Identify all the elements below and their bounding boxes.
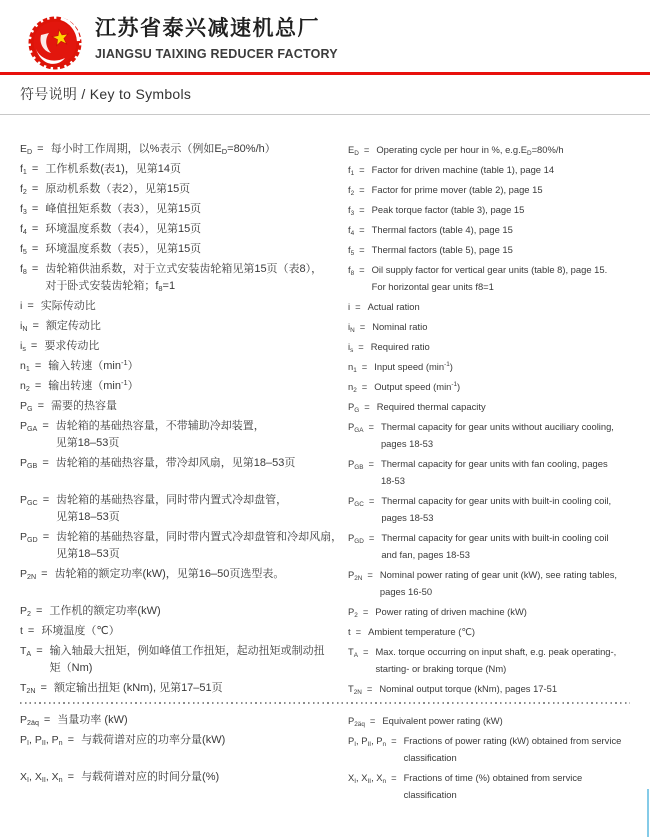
symbol-description-zh: 每小时工作周期，以%表示（例如$E_D=80\%/h$） <box>50 143 276 156</box>
symbol-entry-zh <box>20 261 338 295</box>
symbol-entry-en <box>348 680 640 697</box>
symbol-description-zh: 工作机的额定功率(kW) <box>49 605 161 617</box>
symbol-entry-zh <box>20 181 338 198</box>
equals-sign: = <box>361 361 368 372</box>
equals-sign: = <box>34 380 42 392</box>
symbol: $P_{GB}$ <box>348 458 364 471</box>
symbol: $f_4$ <box>348 224 355 237</box>
symbol-description-zh: 环境温度（℃） <box>41 625 120 637</box>
equals-sign: = <box>27 300 34 312</box>
symbol: $P_{2N}$ <box>348 569 363 582</box>
symbol-description-en: Actual ration <box>367 301 420 312</box>
symbol-entry-en <box>348 769 640 803</box>
equals-sign: = <box>67 734 75 746</box>
equals-sign: = <box>359 224 365 235</box>
symbol-entry-zh <box>20 529 343 563</box>
symbol-row <box>20 732 640 769</box>
symbol-rows-main <box>20 141 640 700</box>
symbol-rows-extra <box>20 712 640 806</box>
symbol-entry-zh <box>20 298 338 315</box>
equals-sign: = <box>32 320 39 332</box>
equals-sign: = <box>358 341 364 352</box>
symbol-description-en: Nominal power rating of gear unit (kW), see rating tables, pages 16-50 <box>379 569 617 597</box>
equals-sign: = <box>359 204 365 215</box>
gear-star-logo-icon <box>27 15 83 71</box>
symbol-description-zh: 实际传动比 <box>40 300 96 312</box>
equals-sign: = <box>31 263 39 275</box>
symbol-entry-zh <box>20 318 338 335</box>
symbol-entry-zh <box>20 712 338 729</box>
symbol-description-en: Factor for driven machine (table 1), page 14 <box>371 164 555 175</box>
symbol-row <box>20 529 640 566</box>
symbol-entry-zh <box>20 378 338 395</box>
symbol-entry-zh <box>20 603 338 620</box>
symbol-description-en: Fractions of power rating (kW) obtained from service classification <box>403 735 622 763</box>
symbol: $f_4$ <box>20 223 27 236</box>
symbol-entry-zh <box>20 732 338 766</box>
symbol-description-zh: 要求传动比 <box>44 340 100 352</box>
symbol-row <box>20 398 640 418</box>
symbol-entry-en <box>348 455 640 489</box>
equals-sign: = <box>359 321 366 332</box>
symbol-entry-zh <box>20 398 338 415</box>
equals-sign: = <box>42 494 50 506</box>
equals-sign: = <box>42 457 49 469</box>
symbol: $P_{GD}$ <box>348 532 364 545</box>
symbol: $f_2$ <box>348 184 355 197</box>
symbol: $f_3$ <box>20 203 27 216</box>
symbol: $P_{GA}$ <box>20 420 38 433</box>
symbol-description-zh: 需要的热容量 <box>51 400 117 412</box>
symbol: $n_1$ <box>20 360 30 373</box>
symbol-row <box>20 241 640 261</box>
equals-sign: = <box>368 458 374 469</box>
symbol-entry-en <box>348 492 640 526</box>
symbol-description-en: Power rating of driven machine (kW) <box>375 606 527 617</box>
symbol-row <box>20 769 640 806</box>
symbol-row <box>20 378 640 398</box>
equals-sign: = <box>362 606 369 617</box>
equals-sign: = <box>391 772 397 783</box>
symbol: i <box>348 301 351 312</box>
symbol-description-zh: 齿轮箱的基础热容量，不带辅助冷却装置， 见第18–53页 <box>55 420 265 449</box>
symbol: $f_8$ <box>20 263 27 276</box>
symbol-entry-en <box>348 358 640 375</box>
symbol-row <box>20 338 640 358</box>
equals-sign: = <box>359 244 365 255</box>
symbol-description-en: Operating cycle per hour in %, $e.g.E_D=80\%/h$ <box>376 144 564 157</box>
page-title: 符号说明 / Key to Symbols <box>20 86 192 102</box>
symbol-description-zh: 环境温度系数（表5），见第15页 <box>45 243 202 255</box>
symbol-row <box>20 566 640 603</box>
symbol: $f_1$ <box>348 164 355 177</box>
symbol: $X_I$, $X_{II}$, $X_n$ <box>20 771 63 784</box>
symbol: $f_5$ <box>348 244 355 257</box>
symbol-description-en: Thermal factors (table 5), page 15 <box>371 244 513 255</box>
symbol-description-en: Thermal capacity for gear units with built-in cooling coil, pages 18-53 <box>381 495 612 523</box>
equals-sign: = <box>391 735 397 746</box>
symbol-row <box>20 418 640 455</box>
symbol-row <box>20 261 640 298</box>
equals-sign: = <box>359 164 365 175</box>
symbol-entry-en <box>348 241 640 258</box>
symbol-entry-zh <box>20 338 338 355</box>
symbol-description-en: Equivalent power rating (kW) <box>382 715 503 726</box>
symbol: $E_D$ <box>348 144 359 157</box>
symbol: t <box>20 625 23 637</box>
symbol-description-en: Factor for prime mover (table 2), page 15 <box>371 184 543 195</box>
symbol: $T_{2N}$ <box>348 683 362 696</box>
symbol-entry-zh <box>20 492 338 526</box>
symbol-description-zh: 当量功率 (kW) <box>57 714 128 726</box>
equals-sign: = <box>31 243 39 255</box>
equals-sign: = <box>42 531 50 543</box>
symbol-entry-zh <box>20 455 338 489</box>
symbol-description-zh: 工作机系数(表1)，见第14页 <box>45 163 182 175</box>
company-name-zh: 江苏省泰兴减速机总厂 <box>95 17 320 40</box>
symbol-description-zh: 与载荷谱对应的功率分量(kW) <box>81 734 226 746</box>
company-name-en: JIANGSU TAIXING REDUCER FACTORY <box>95 47 338 61</box>
symbol: $P_{GC}$ <box>20 494 38 507</box>
symbol: $f_5$ <box>20 243 27 256</box>
equals-sign: = <box>35 605 43 617</box>
symbol: $P_{2äq}$ <box>348 715 365 728</box>
symbol-description-en: Output speed $(\min^{-1})$ <box>374 381 461 392</box>
symbol: $P_G$ <box>20 400 33 413</box>
page-header <box>0 0 650 72</box>
symbol-description-en: Required ratio <box>370 341 430 352</box>
symbol: $f_1$ <box>20 163 27 176</box>
symbol-entry-en <box>348 298 640 315</box>
symbol-entry-zh <box>20 680 338 697</box>
symbol: $E_D$ <box>20 143 33 156</box>
symbol-description-zh: 额定传动比 <box>45 320 101 332</box>
symbol-entry-en <box>348 712 640 729</box>
symbol-row <box>20 141 640 161</box>
symbol-entry-en <box>348 201 640 218</box>
symbol-description-en: Fractions of time (%) obtained from service classification <box>403 772 583 800</box>
equals-sign: = <box>366 683 373 694</box>
symbol: $P_I$, $P_{II}$, $P_n$ <box>20 734 63 747</box>
equals-sign: = <box>31 183 39 195</box>
symbol-entry-en <box>348 261 640 295</box>
symbol-description-zh: 输出转速$(\min^{-1})$ <box>48 378 139 392</box>
symbol-entry-zh <box>20 241 338 258</box>
symbol-description-en: Max. torque occurring on input shaft, e.g. peak operating-, starting- or braking torque (Nm) <box>375 646 617 674</box>
equals-sign: = <box>363 646 369 657</box>
symbol-entry-en <box>348 338 640 355</box>
equals-sign: = <box>359 184 365 195</box>
equals-sign: = <box>368 532 375 543</box>
symbol-entry-zh <box>20 643 338 677</box>
symbol-description-en: Thermal capacity for gear units with fan cooling, pages 18-53 <box>380 458 608 486</box>
symbol-description-zh: 齿轮箱的基础热容量，带冷却风扇，见第18–53页 <box>55 457 296 469</box>
symbol: $P_I$, $P_{II}$, $P_n$ <box>348 735 387 748</box>
symbol: $f_8$ <box>348 264 355 277</box>
symbol-entry-en <box>348 732 640 766</box>
symbol-row <box>20 623 640 643</box>
symbol-key-content <box>0 115 650 806</box>
symbol-description-zh: 齿轮箱供油系数，对于立式安装齿轮箱见第15页（表8）， 对于卧式安装齿轮箱；$f_8=1$ <box>45 263 323 293</box>
equals-sign: = <box>31 203 39 215</box>
symbol: i <box>20 300 23 312</box>
symbol-entry-en <box>348 566 640 600</box>
symbol-description-zh: 环境温度系数（表4），见第15页 <box>45 223 202 235</box>
symbol-entry-en <box>348 181 640 198</box>
symbol-description-zh: 原动机系数（表2），见第15页 <box>45 183 191 195</box>
symbol-entry-en <box>348 378 640 395</box>
symbol: $i_s$ <box>20 340 26 353</box>
symbol-entry-en <box>348 529 640 563</box>
equals-sign: = <box>31 223 39 235</box>
symbol-description-zh: 额定输出扭矩 (kNm), 见第17–51页 <box>53 682 223 694</box>
symbol: $T_A$ <box>20 645 32 658</box>
symbol-description-en: Input speed $(\min^{-1})$ <box>374 361 453 372</box>
symbol-description-en: Peak torque factor (table 3), page 15 <box>371 204 525 215</box>
equals-sign: = <box>368 421 374 432</box>
symbol-row <box>20 161 640 181</box>
symbol: $i_s$ <box>348 341 354 354</box>
symbol-description-en: Thermal factors (table 4), page 15 <box>371 224 513 235</box>
symbol-entry-en <box>348 221 640 238</box>
equals-sign: = <box>37 143 44 155</box>
symbol-description-en: Oil supply factor for vertical gear units (table 8), page 15. For horizontal gear units f8=1 <box>371 264 608 292</box>
symbol: $P_{GC}$ <box>348 495 364 508</box>
equals-sign: = <box>355 626 362 637</box>
symbol-entry-zh <box>20 769 338 803</box>
symbol-description-en: Nominal output torque (kNm), pages 17-51 <box>379 683 558 694</box>
symbol-description-en: Thermal capacity for gear units with built-in cooling coil and fan, pages 18-53 <box>381 532 609 560</box>
symbol-description-zh: 峰值扭矩系数（表3），见第15页 <box>45 203 202 215</box>
symbol-entry-en <box>348 603 640 620</box>
equals-sign: = <box>364 401 370 412</box>
symbol: $i_N$ <box>20 320 28 333</box>
symbol-description-zh: 输入转速$(\min^{-1})$ <box>48 358 139 372</box>
equals-sign: = <box>31 163 39 175</box>
symbol: $P_G$ <box>348 401 360 414</box>
symbol-description-zh: 与载荷谱对应的时间分量(%) <box>81 771 220 783</box>
symbol-entry-en <box>348 643 640 677</box>
symbol: $f_2$ <box>20 183 27 196</box>
equals-sign: = <box>41 568 48 580</box>
equals-sign: = <box>361 381 368 392</box>
symbol-row <box>20 680 640 700</box>
symbol: t <box>348 626 351 637</box>
symbol-entry-en <box>348 623 640 640</box>
company-name-block <box>95 16 338 63</box>
equals-sign: = <box>36 645 43 657</box>
symbol-description-en: Thermal capacity for gear units without auciliary cooling, pages 18-53 <box>380 421 614 449</box>
symbol: $i_N$ <box>348 321 355 334</box>
symbol-description-zh: 齿轮箱的额定功率(kW)，见第16–50页选型表。 <box>54 568 285 580</box>
symbol-entry-en <box>348 141 640 158</box>
symbol-entry-zh <box>20 566 338 600</box>
equals-sign: = <box>363 144 370 155</box>
symbol-entry-en <box>348 318 640 335</box>
symbol-row <box>20 492 640 529</box>
symbol-entry-en <box>348 398 640 415</box>
symbol: $P_2$ <box>20 605 31 618</box>
symbol: $P_{GA}$ <box>348 421 364 434</box>
equals-sign: = <box>27 625 35 637</box>
symbol-row <box>20 455 640 492</box>
equals-sign: = <box>42 420 49 432</box>
symbol-description-en: Nominal ratio <box>372 321 428 332</box>
symbol: $n_2$ <box>20 380 30 393</box>
symbol-row <box>20 181 640 201</box>
equals-sign: = <box>369 715 376 726</box>
symbol-entry-en <box>348 418 640 452</box>
symbol: $n_2$ <box>348 381 357 394</box>
dotted-divider <box>20 702 630 704</box>
symbol-row <box>20 712 640 732</box>
symbol-description-zh: 齿轮箱的基础热容量，同时带内置式冷却盘管和冷却风扇， 见第18–53页 <box>56 531 343 560</box>
symbol-row <box>20 358 640 378</box>
symbol-row <box>20 221 640 241</box>
symbol: $P_{GD}$ <box>20 531 38 544</box>
equals-sign: = <box>40 682 47 694</box>
symbol-description-en: Ambient temperature (℃) <box>368 626 476 637</box>
symbol-row <box>20 318 640 338</box>
equals-sign: = <box>34 360 42 372</box>
equals-sign: = <box>43 714 51 726</box>
symbol: $f_3$ <box>348 204 355 217</box>
symbol: $T_A$ <box>348 646 358 659</box>
equals-sign: = <box>367 569 373 580</box>
symbol-entry-en <box>348 161 640 178</box>
symbol: $X_I$, $X_{II}$, $X_n$ <box>348 772 387 785</box>
symbol-entry-zh <box>20 161 338 178</box>
symbol-description-en: Required thermal capacity <box>376 401 486 412</box>
symbol-description-zh: 输入轴最大扭矩，例如峰值工作扭矩，起动扭矩或制动扭 矩（Nm) <box>49 645 325 674</box>
equals-sign: = <box>359 264 365 275</box>
symbol-entry-zh <box>20 221 338 238</box>
symbol: $P_{GB}$ <box>20 457 38 470</box>
symbol-entry-zh <box>20 418 338 452</box>
scrollbar-fragment <box>647 789 649 837</box>
equals-sign: = <box>30 340 38 352</box>
page-title-bar <box>0 75 650 115</box>
symbol: $P_{2N}$ <box>20 568 37 581</box>
equals-sign: = <box>67 771 75 783</box>
symbol-description-zh: 齿轮箱的基础热容量，同时带内置式冷却盘管， 见第18–53页 <box>56 494 288 523</box>
equals-sign: = <box>37 400 44 412</box>
equals-sign: = <box>368 495 375 506</box>
symbol-entry-zh <box>20 358 338 375</box>
symbol-entry-zh <box>20 623 338 640</box>
symbol-row <box>20 298 640 318</box>
symbol-entry-zh <box>20 201 338 218</box>
symbol: $T_{2N}$ <box>20 682 36 695</box>
equals-sign: = <box>355 301 361 312</box>
symbol-row <box>20 643 640 680</box>
symbol-entry-zh <box>20 141 338 158</box>
symbol: $P_{2äq}$ <box>20 714 39 727</box>
symbol-row <box>20 603 640 623</box>
symbol: $n_1$ <box>348 361 357 374</box>
symbol-row <box>20 201 640 221</box>
symbol: $P_2$ <box>348 606 358 619</box>
